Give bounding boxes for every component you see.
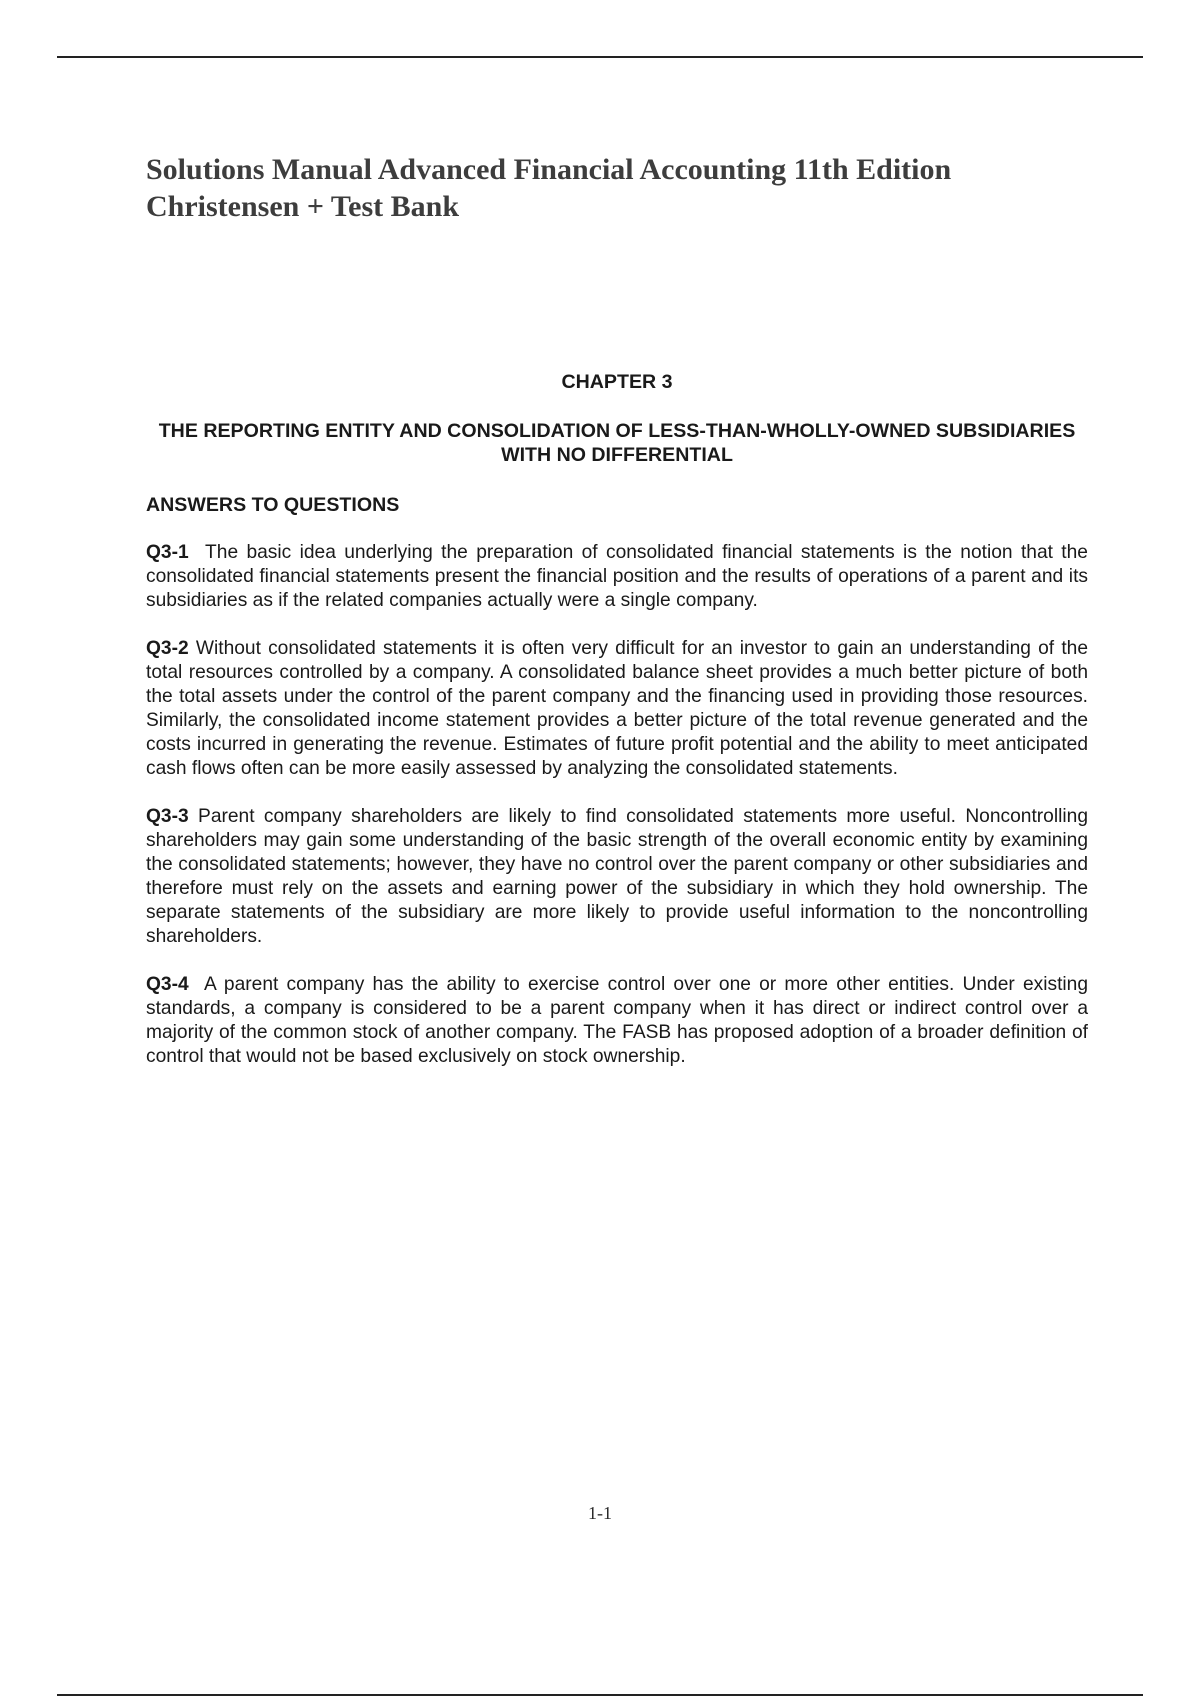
chapter-heading: CHAPTER 3	[561, 371, 673, 393]
answer-text: The basic idea underlying the preparation of consolidated financial statements is the notion that the consolidated financial statements present the financial position and the results of operations of a parent and its subsidiaries as if the related companies actually were a single company.	[146, 542, 1088, 611]
page-content	[146, 370, 1088, 1069]
question-label: Q3-1	[146, 542, 189, 563]
bottom-rule	[57, 1694, 1143, 1696]
answer-q3-4	[146, 973, 1088, 1069]
answer-text: Without consolidated statements it is often very difficult for an investor to gain an understanding of the total resources controlled by a company. A consolidated balance sheet provides a much better picture of both the total assets under the control of the parent company and the financing used in providing those resources. Similarly, the consolidated income statement provides a better picture of the total revenue generated and the costs incurred in generating the revenue. Estimates of future profit potential and the ability to meet anticipated cash flows often can be more easily assessed by analyzing the consolidated statements.	[146, 638, 1088, 779]
top-rule	[57, 56, 1143, 58]
answers-heading: ANSWERS TO QUESTIONS	[146, 494, 400, 516]
page-number: 1-1	[588, 1503, 612, 1523]
answer-q3-1	[146, 541, 1088, 613]
question-label: Q3-4	[146, 974, 189, 995]
question-label: Q3-3	[146, 806, 189, 827]
question-label: Q3-2	[146, 638, 189, 659]
document-title: Solutions Manual Advanced Financial Accounting 11th Edition Christensen + Test Bank	[146, 153, 952, 223]
answer-text: A parent company has the ability to exercise control over one or more other entities. Under existing standards, a company is considered to be a parent company when it has direct or indirect control over a majority of the common stock of another company. The FASB has proposed adoption of a broader definition of control that would not be based exclusively on stock ownership.	[146, 974, 1088, 1067]
answer-q3-2	[146, 637, 1088, 781]
answer-q3-3	[146, 805, 1088, 949]
section-title: THE REPORTING ENTITY AND CONSOLIDATION OF LESS-THAN-WHOLLY-OWNED SUBSIDIARIES WITH NO DIFFERENTIAL	[158, 420, 1076, 466]
answer-text: Parent company shareholders are likely to find consolidated statements more useful. Noncontrolling shareholders may gain some understanding of the basic strength of the overall economic entity by examining the consolidated statements; however, they have no control over the parent company or other subsidiaries and therefore must rely on the assets and earning power of the subsidiary in which they hold ownership. The separate statements of the subsidiary are more likely to provide useful information to the noncontrolling shareholders.	[146, 806, 1088, 947]
